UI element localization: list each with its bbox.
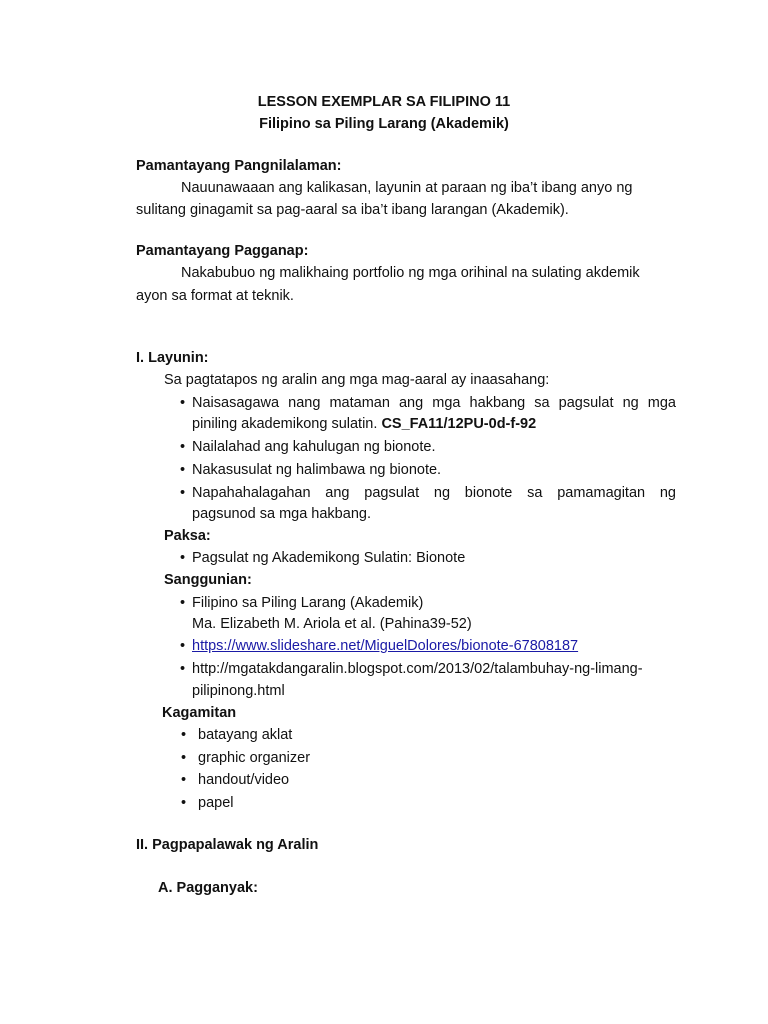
pangnilalaman-text-line2: sulitang ginagamit sa pag-aaral sa iba’t ibang larangan (Akademik).: [136, 202, 569, 218]
paksa-heading: Paksa:: [164, 528, 211, 544]
paksa-item: Pagsulat ng Akademikong Sulatin: Bionote: [192, 550, 466, 566]
reference-book-title: Filipino sa Piling Larang (Akademik): [192, 595, 424, 611]
bullet-icon: •: [180, 550, 186, 566]
pagganap-heading: Pamantayang Pagganap:: [136, 243, 309, 259]
layunin-item-2: Nailalahad ang kahulugan ng bionote.: [192, 439, 436, 455]
bullet-icon: •: [180, 595, 186, 611]
kagamitan-heading: Kagamitan: [162, 705, 237, 721]
kagamitan-item: batayang aklat: [198, 727, 293, 743]
layunin-item-4-line1: Napahahalagahan ang pagsulat ng bionote sa pamamagitan ng: [192, 485, 676, 501]
bullet-icon: •: [181, 750, 187, 766]
pangnilalaman-heading: Pamantayang Pangnilalaman:: [136, 158, 342, 174]
blogspot-url-line2: pilipinong.html: [192, 683, 285, 699]
layunin-intro: Sa pagtatapos ng aralin ang mga mag-aaral ay inaasahang:: [164, 372, 550, 388]
kagamitan-item: papel: [198, 795, 234, 811]
sanggunian-heading: Sanggunian:: [164, 572, 252, 588]
slideshare-link[interactable]: https://www.slideshare.net/MiguelDolores/bionote-67808187: [192, 638, 579, 654]
pagganyak-heading: A. Pagganyak:: [158, 880, 258, 896]
layunin-item-1-text: piniling akademikong sulatin.: [192, 416, 378, 432]
layunin-item-1-line1: Naisasagawa nang mataman ang mga hakbang sa pagsulat ng mga: [192, 395, 676, 411]
pagganap-text-line1: Nakabubuo ng malikhaing portfolio ng mga orihinal na sulating akdemik: [181, 265, 640, 281]
reference-book-author: Ma. Elizabeth M. Ariola et al. (Pahina39-52): [192, 616, 472, 632]
layunin-item-4-line2: pagsunod sa mga hakbang.: [192, 506, 371, 522]
bullet-icon: •: [181, 795, 187, 811]
layunin-item-3: Nakasusulat ng halimbawa ng bionote.: [192, 462, 442, 478]
document-title: LESSON EXEMPLAR SA FILIPINO 11: [257, 94, 511, 110]
document-subtitle: Filipino sa Piling Larang (Akademik): [259, 116, 509, 132]
kagamitan-item: handout/video: [198, 772, 290, 788]
competency-code: CS_FA11/12PU-0d-f-92: [381, 416, 537, 432]
pangnilalaman-text-line1: Nauunawaaan ang kalikasan, layunin at paraan ng iba’t ibang anyo ng: [181, 180, 633, 196]
bullet-icon: •: [180, 661, 186, 677]
layunin-heading: I. Layunin:: [136, 350, 209, 366]
section-2-heading: II. Pagpapalawak ng Aralin: [136, 837, 319, 853]
pagganap-text-line2: ayon sa format at teknik.: [136, 288, 294, 304]
blogspot-url-line1: http://mgatakdangaralin.blogspot.com/2013/02/talambuhay-ng-limang-: [192, 661, 643, 677]
bullet-icon: •: [180, 462, 186, 478]
bullet-icon: •: [180, 439, 186, 455]
bullet-icon: •: [181, 772, 187, 788]
bullet-icon: •: [180, 638, 186, 654]
bullet-icon: •: [180, 395, 186, 411]
layunin-item-1-line2: [192, 416, 536, 432]
bullet-icon: •: [181, 727, 187, 743]
bullet-icon: •: [180, 485, 186, 501]
kagamitan-item: graphic organizer: [198, 750, 311, 766]
